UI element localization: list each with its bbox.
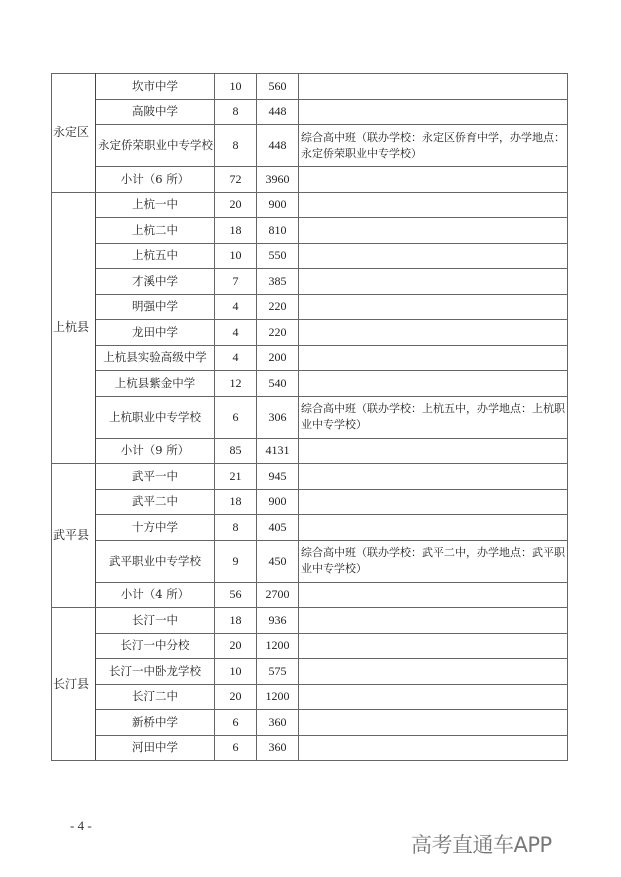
student-count: 936 bbox=[257, 608, 299, 634]
student-count: 4131 bbox=[257, 438, 299, 464]
school-name: 上杭五中 bbox=[96, 243, 215, 269]
table-row bbox=[52, 192, 568, 218]
school-name: 长汀一中 bbox=[96, 608, 215, 634]
remark bbox=[299, 294, 568, 320]
school-name: 武平二中 bbox=[96, 489, 215, 515]
school-name: 长汀二中 bbox=[96, 684, 215, 710]
student-count: 810 bbox=[257, 218, 299, 244]
class-count: 9 bbox=[215, 540, 257, 582]
school-name: 武平职业中专学校 bbox=[96, 540, 215, 582]
remark bbox=[299, 659, 568, 685]
table-row bbox=[52, 218, 568, 244]
school-name: 龙田中学 bbox=[96, 320, 215, 346]
class-count: 20 bbox=[215, 633, 257, 659]
class-count: 20 bbox=[215, 684, 257, 710]
student-count: 3960 bbox=[257, 167, 299, 193]
student-count: 450 bbox=[257, 540, 299, 582]
class-count: 18 bbox=[215, 489, 257, 515]
school-name: 上杭职业中专学校 bbox=[96, 396, 215, 438]
remark bbox=[299, 515, 568, 541]
remark bbox=[299, 74, 568, 100]
remark: 综合高中班（联办学校：上杭五中，办学地点：上杭职业中专学校） bbox=[299, 396, 568, 438]
student-count: 1200 bbox=[257, 684, 299, 710]
student-count: 360 bbox=[257, 710, 299, 736]
table-row bbox=[52, 294, 568, 320]
remark bbox=[299, 243, 568, 269]
class-count: 8 bbox=[215, 125, 257, 167]
class-count: 10 bbox=[215, 659, 257, 685]
remark: 综合高中班（联办学校：武平二中，办学地点：武平职业中专学校） bbox=[299, 540, 568, 582]
remark bbox=[299, 192, 568, 218]
class-count: 4 bbox=[215, 294, 257, 320]
class-count: 10 bbox=[215, 243, 257, 269]
class-count: 8 bbox=[215, 99, 257, 125]
table-row bbox=[52, 633, 568, 659]
table-row bbox=[52, 684, 568, 710]
watermark: 高考直通车APP bbox=[411, 833, 552, 857]
school-name: 长汀一中卧龙学校 bbox=[96, 659, 215, 685]
table-row bbox=[52, 735, 568, 761]
table-row bbox=[52, 99, 568, 125]
remark bbox=[299, 608, 568, 634]
student-count: 448 bbox=[257, 99, 299, 125]
remark bbox=[299, 684, 568, 710]
class-count: 12 bbox=[215, 371, 257, 397]
class-count: 18 bbox=[215, 608, 257, 634]
table-row bbox=[52, 371, 568, 397]
class-count: 6 bbox=[215, 396, 257, 438]
class-count: 18 bbox=[215, 218, 257, 244]
school-name: 坎市中学 bbox=[96, 74, 215, 100]
class-count: 8 bbox=[215, 515, 257, 541]
table-row bbox=[52, 540, 568, 582]
class-count: 21 bbox=[215, 464, 257, 490]
class-count: 4 bbox=[215, 345, 257, 371]
remark bbox=[299, 269, 568, 295]
table-row bbox=[52, 608, 568, 634]
table-row bbox=[52, 582, 568, 608]
class-count: 72 bbox=[215, 167, 257, 193]
school-name: 武平一中 bbox=[96, 464, 215, 490]
page-number: - 4 - bbox=[70, 818, 92, 833]
class-count: 85 bbox=[215, 438, 257, 464]
table-row bbox=[52, 438, 568, 464]
remark bbox=[299, 464, 568, 490]
table-row bbox=[52, 659, 568, 685]
class-count: 10 bbox=[215, 74, 257, 100]
class-count: 7 bbox=[215, 269, 257, 295]
remark bbox=[299, 735, 568, 761]
class-count: 20 bbox=[215, 192, 257, 218]
remark bbox=[299, 489, 568, 515]
school-name: 十方中学 bbox=[96, 515, 215, 541]
remark bbox=[299, 371, 568, 397]
remark bbox=[299, 345, 568, 371]
remark bbox=[299, 320, 568, 346]
student-count: 306 bbox=[257, 396, 299, 438]
student-count: 448 bbox=[257, 125, 299, 167]
remark bbox=[299, 582, 568, 608]
student-count: 1200 bbox=[257, 633, 299, 659]
school-name: 小计（9 所） bbox=[96, 438, 215, 464]
school-name: 小计（4 所） bbox=[96, 582, 215, 608]
enrollment-table bbox=[51, 73, 568, 761]
table-row bbox=[52, 125, 568, 167]
class-count: 4 bbox=[215, 320, 257, 346]
table-row bbox=[52, 74, 568, 100]
remark bbox=[299, 438, 568, 464]
district-name: 永定区 bbox=[52, 74, 96, 193]
table-row bbox=[52, 710, 568, 736]
school-name: 小计（6 所） bbox=[96, 167, 215, 193]
student-count: 540 bbox=[257, 371, 299, 397]
table-row bbox=[52, 243, 568, 269]
school-name: 河田中学 bbox=[96, 735, 215, 761]
class-count: 56 bbox=[215, 582, 257, 608]
student-count: 220 bbox=[257, 294, 299, 320]
table-row bbox=[52, 345, 568, 371]
student-count: 900 bbox=[257, 192, 299, 218]
student-count: 2700 bbox=[257, 582, 299, 608]
school-name: 永定侨荣职业中专学校 bbox=[96, 125, 215, 167]
school-name: 上杭县实验高级中学 bbox=[96, 345, 215, 371]
school-name: 上杭一中 bbox=[96, 192, 215, 218]
school-name: 才溪中学 bbox=[96, 269, 215, 295]
table-row bbox=[52, 515, 568, 541]
table-row bbox=[52, 396, 568, 438]
school-name: 上杭二中 bbox=[96, 218, 215, 244]
table-row bbox=[52, 489, 568, 515]
table-row bbox=[52, 167, 568, 193]
table-row bbox=[52, 320, 568, 346]
table-row bbox=[52, 464, 568, 490]
class-count: 6 bbox=[215, 710, 257, 736]
school-name: 新桥中学 bbox=[96, 710, 215, 736]
remark bbox=[299, 167, 568, 193]
school-name: 上杭县紫金中学 bbox=[96, 371, 215, 397]
district-name: 上杭县 bbox=[52, 192, 96, 464]
remark bbox=[299, 218, 568, 244]
student-count: 360 bbox=[257, 735, 299, 761]
district-name: 长汀县 bbox=[52, 608, 96, 761]
table-row bbox=[52, 269, 568, 295]
school-name: 长汀一中分校 bbox=[96, 633, 215, 659]
student-count: 945 bbox=[257, 464, 299, 490]
school-name: 明强中学 bbox=[96, 294, 215, 320]
student-count: 220 bbox=[257, 320, 299, 346]
student-count: 560 bbox=[257, 74, 299, 100]
student-count: 575 bbox=[257, 659, 299, 685]
remark bbox=[299, 633, 568, 659]
class-count: 6 bbox=[215, 735, 257, 761]
student-count: 405 bbox=[257, 515, 299, 541]
student-count: 385 bbox=[257, 269, 299, 295]
remark: 综合高中班（联办学校：永定区侨育中学，办学地点：永定侨荣职业中专学校） bbox=[299, 125, 568, 167]
student-count: 900 bbox=[257, 489, 299, 515]
student-count: 550 bbox=[257, 243, 299, 269]
district-name: 武平县 bbox=[52, 464, 96, 608]
school-name: 高陂中学 bbox=[96, 99, 215, 125]
remark bbox=[299, 710, 568, 736]
remark bbox=[299, 99, 568, 125]
student-count: 200 bbox=[257, 345, 299, 371]
